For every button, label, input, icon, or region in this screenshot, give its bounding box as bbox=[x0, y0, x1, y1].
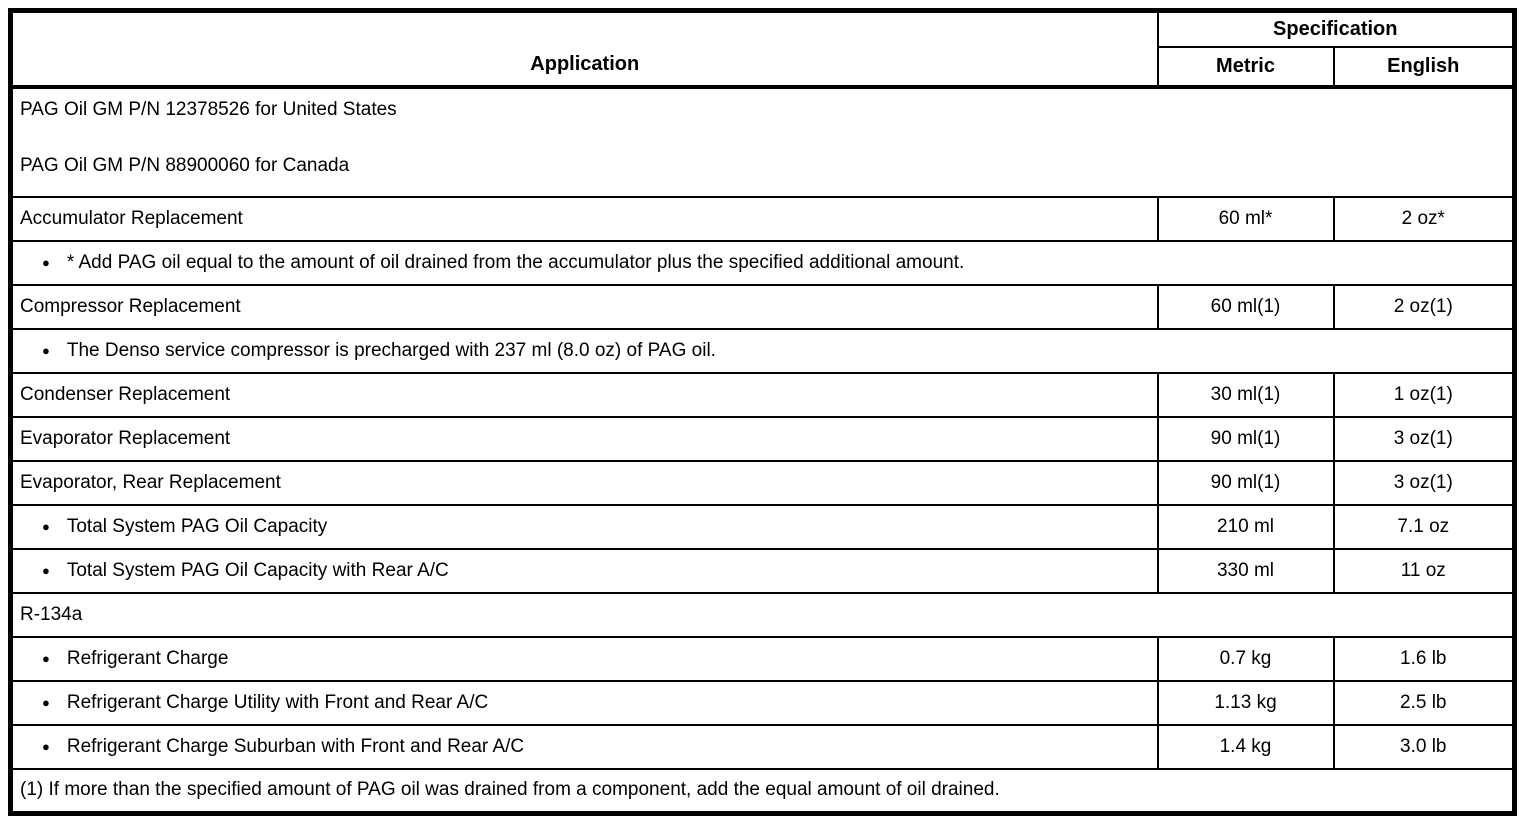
application-label: Refrigerant Charge bbox=[66, 647, 229, 669]
application-cell bbox=[11, 725, 1158, 769]
metric-value-cell: 1.4 kg bbox=[1158, 725, 1334, 769]
application-label: Condenser Replacement bbox=[20, 383, 231, 405]
bullet-icon: ● bbox=[42, 254, 50, 270]
application-label: Evaporator, Rear Replacement bbox=[20, 471, 281, 493]
metric-value-cell: 90 ml(1) bbox=[1158, 461, 1334, 505]
application-label: Accumulator Replacement bbox=[20, 207, 243, 229]
metric-value-cell: 330 ml bbox=[1158, 549, 1334, 593]
table-row bbox=[11, 549, 1515, 593]
metric-value-cell: 90 ml(1) bbox=[1158, 417, 1334, 461]
note-cell bbox=[11, 329, 1515, 373]
english-value-cell: 2.5 lb bbox=[1334, 681, 1515, 725]
application-cell bbox=[11, 505, 1158, 549]
section-line: PAG Oil GM P/N 88900060 for Canada bbox=[20, 154, 350, 176]
section-line: R-134a bbox=[20, 603, 83, 625]
application-cell bbox=[11, 681, 1158, 725]
application-cell bbox=[11, 197, 1158, 241]
table-body bbox=[11, 87, 1515, 814]
specifications-table bbox=[8, 8, 1517, 816]
table-row bbox=[11, 373, 1515, 417]
english-value-cell: 1.6 lb bbox=[1334, 637, 1515, 681]
note-cell bbox=[11, 241, 1515, 285]
metric-value-cell: 60 ml* bbox=[1158, 197, 1334, 241]
application-label: Total System PAG Oil Capacity with Rear A/C bbox=[66, 559, 449, 581]
application-label: Evaporator Replacement bbox=[20, 427, 231, 449]
section-cell bbox=[11, 593, 1515, 637]
english-value-cell: 1 oz(1) bbox=[1334, 373, 1515, 417]
bullet-icon: ● bbox=[42, 342, 50, 358]
english-value-cell: 11 oz bbox=[1334, 549, 1515, 593]
note-text: The Denso service compressor is precharged with 237 ml (8.0 oz) of PAG oil. bbox=[66, 339, 716, 361]
english-value-cell: 3 oz(1) bbox=[1334, 461, 1515, 505]
metric-column-header: Metric bbox=[1158, 47, 1334, 87]
table-row bbox=[11, 593, 1515, 637]
table-row bbox=[11, 769, 1515, 814]
bullet-icon: ● bbox=[42, 562, 50, 578]
application-cell bbox=[11, 549, 1158, 593]
application-label: Compressor Replacement bbox=[20, 295, 241, 317]
table-row bbox=[11, 637, 1515, 681]
application-cell bbox=[11, 637, 1158, 681]
table-row bbox=[11, 461, 1515, 505]
application-label: Refrigerant Charge Suburban with Front and Rear A/C bbox=[66, 735, 525, 757]
table-row bbox=[11, 197, 1515, 241]
bullet-icon: ● bbox=[42, 650, 50, 666]
english-column-header: English bbox=[1334, 47, 1515, 87]
english-value-cell: 3 oz(1) bbox=[1334, 417, 1515, 461]
table-header bbox=[11, 11, 1515, 87]
metric-value-cell: 0.7 kg bbox=[1158, 637, 1334, 681]
table-row bbox=[11, 285, 1515, 329]
table-row bbox=[11, 87, 1515, 197]
bullet-icon: ● bbox=[42, 694, 50, 710]
metric-value-cell: 1.13 kg bbox=[1158, 681, 1334, 725]
application-cell bbox=[11, 373, 1158, 417]
metric-value-cell: 60 ml(1) bbox=[1158, 285, 1334, 329]
application-label: Refrigerant Charge Utility with Front and Rear A/C bbox=[66, 691, 489, 713]
application-cell bbox=[11, 285, 1158, 329]
english-value-cell: 2 oz* bbox=[1334, 197, 1515, 241]
bullet-icon: ● bbox=[42, 738, 50, 754]
specification-column-header: Specification bbox=[1158, 11, 1515, 47]
footnote-text: (1) If more than the specified amount of PAG oil was drained from a component, add the equal amount of oil drained. bbox=[20, 779, 1000, 800]
table-row bbox=[11, 241, 1515, 285]
metric-value-cell: 210 ml bbox=[1158, 505, 1334, 549]
note-text: * Add PAG oil equal to the amount of oil drained from the accumulator plus the specified additional amount. bbox=[66, 251, 965, 273]
english-value-cell: 3.0 lb bbox=[1334, 725, 1515, 769]
application-cell bbox=[11, 417, 1158, 461]
application-column-header: Application bbox=[11, 11, 1158, 87]
bullet-icon: ● bbox=[42, 518, 50, 534]
metric-value-cell: 30 ml(1) bbox=[1158, 373, 1334, 417]
section-line: PAG Oil GM P/N 12378526 for United States bbox=[20, 98, 397, 120]
english-value-cell: 2 oz(1) bbox=[1334, 285, 1515, 329]
footnote-cell bbox=[11, 769, 1515, 814]
table-row bbox=[11, 681, 1515, 725]
table-row bbox=[11, 505, 1515, 549]
application-label: Total System PAG Oil Capacity bbox=[66, 515, 328, 537]
table-row bbox=[11, 417, 1515, 461]
application-cell bbox=[11, 461, 1158, 505]
section-cell bbox=[11, 87, 1515, 197]
table-row bbox=[11, 329, 1515, 373]
table-row bbox=[11, 725, 1515, 769]
english-value-cell: 7.1 oz bbox=[1334, 505, 1515, 549]
header-row-specification bbox=[11, 11, 1515, 47]
